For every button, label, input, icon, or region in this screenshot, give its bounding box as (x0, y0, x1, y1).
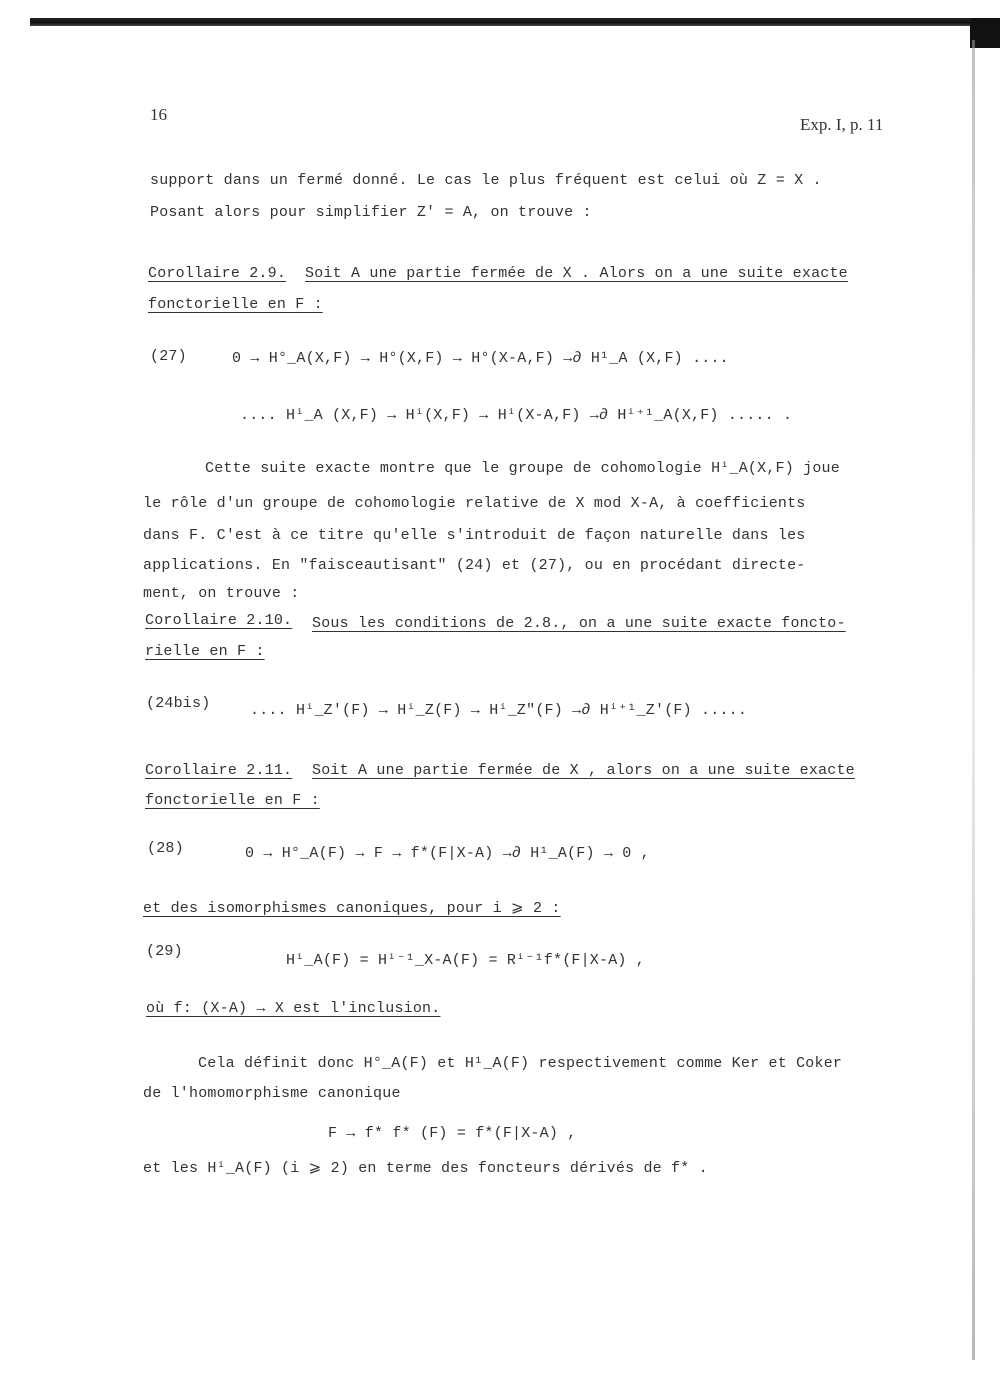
corollary-label: Corollaire 2.10. (145, 612, 293, 629)
equation-label: (24bis) (146, 695, 211, 712)
corollary-statement: fonctorielle en F : (148, 296, 323, 313)
text-line: et des isomorphismes canoniques, pour i ⩾ 2 : (143, 900, 561, 917)
corollary-label: Corollaire 2.9. (148, 265, 287, 282)
equation-label: (29) (146, 943, 183, 960)
text-line: applications. En "faisceautisant" (24) et (27), ou en procédant directe- (143, 557, 806, 574)
text-line: Posant alors pour simplifier Z' = A, on trouve : (150, 204, 592, 221)
text-line: dans F. C'est à ce titre qu'elle s'introduit de façon naturelle dans les (143, 527, 806, 544)
text-line: où f: (X-A) → X est l'inclusion. (146, 1000, 441, 1017)
equation: F → f* f* (F) = f*(F|X-A) , (328, 1125, 577, 1142)
text-line: le rôle d'un groupe de cohomologie relative de X mod X-A, à coefficients (143, 495, 806, 512)
equation: Hⁱ_A(F) = Hⁱ⁻¹_X-A(F) = Rⁱ⁻¹f*(F|X-A) , (286, 952, 646, 969)
text-line: Cela définit donc H°_A(F) et H¹_A(F) respectivement comme Ker et Coker (198, 1055, 843, 1072)
corollary-statement: Soit A une partie fermée de X , alors on a une suite exacte (312, 762, 855, 779)
text-line: Cette suite exacte montre que le groupe de cohomologie Hⁱ_A(X,F) joue (205, 460, 840, 477)
equation: 0 → H°_A(F) → F → f*(F|X-A) →∂ H¹_A(F) → 0 , (245, 845, 650, 862)
page-number: 16 (150, 105, 167, 124)
equation: 0 → H°_A(X,F) → H°(X,F) → H°(X-A,F) →∂ H¹_A (X,F) .... (232, 350, 729, 367)
corollary-statement: Soit A une partie fermée de X . Alors on a une suite exacte (305, 265, 848, 282)
running-header: Exp. I, p. 11 (800, 115, 884, 134)
top-rule (30, 18, 1000, 26)
equation: .... Hⁱ_Z'(F) → Hⁱ_Z(F) → Hⁱ_Z"(F) →∂ Hⁱ⁺¹_Z'(F) ..... (250, 702, 748, 719)
corollary-statement: rielle en F : (145, 643, 265, 660)
text-line: de l'homomorphisme canonique (143, 1085, 401, 1102)
corollary-statement: Sous les conditions de 2.8., on a une suite exacte foncto- (312, 615, 846, 632)
equation-label: (28) (147, 840, 184, 857)
equation: .... Hⁱ_A (X,F) → Hⁱ(X,F) → Hⁱ(X-A,F) →∂ Hⁱ⁺¹_A(X,F) ..... . (240, 407, 793, 424)
text-line: support dans un fermé donné. Le cas le plus fréquent est celui où Z = X . (150, 172, 822, 189)
text-line: ment, on trouve : (143, 585, 300, 602)
text-line: et les Hⁱ_A(F) (i ⩾ 2) en terme des foncteurs dérivés de f* . (143, 1160, 708, 1177)
corollary-statement: fonctorielle en F : (145, 792, 320, 809)
corollary-label: Corollaire 2.11. (145, 762, 293, 779)
scan-edge (972, 40, 975, 1360)
equation-label: (27) (150, 348, 187, 365)
